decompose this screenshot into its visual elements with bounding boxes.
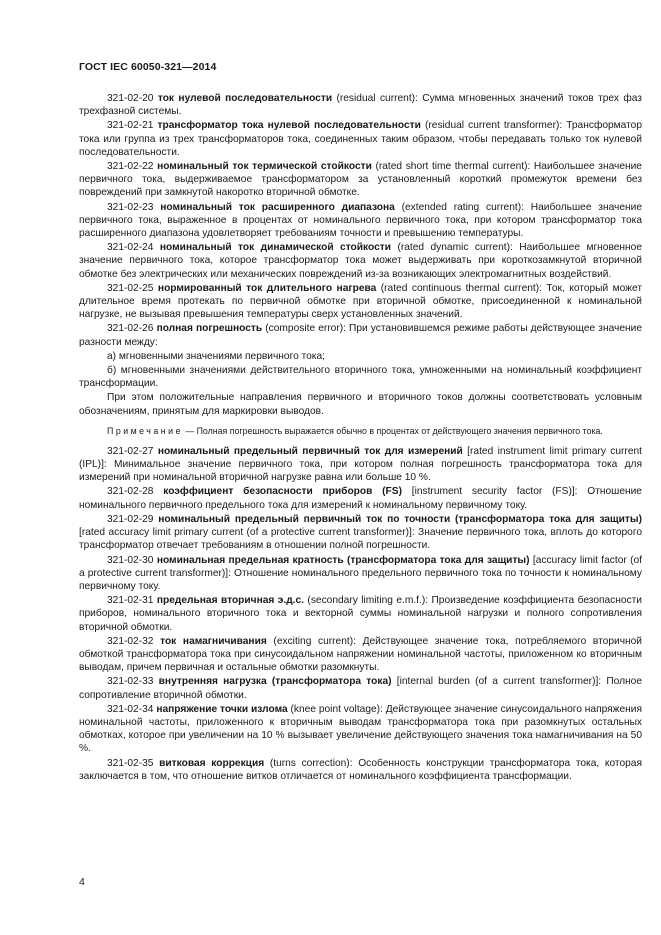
term-definition: [internal burden (of a current transformer)]: Полное сопротивление вторичной обмотки. [79,676,642,701]
term-entry [79,282,642,322]
term-definition: (composite error): При установившемся режиме работы действующее значение разности между: [79,323,642,348]
note-label: Примечание [107,425,183,436]
term-name: номинальный предельный первичный ток для измерений [157,445,463,457]
term-definition: (rated continuous thermal current): Ток, который может длительное время протекать по первичной обмотке при вторичной обмотке, присоединенной к номинальной нагрузке, не вызывая превышения температуры сверх установленных значений. [79,282,642,321]
term-name: ток нулевой последовательности [157,93,333,104]
term-number: 321-02-22 [107,161,154,173]
term-entry [79,201,642,241]
term-entry [79,119,642,159]
term-number: 321-02-35 [107,757,154,769]
term-name: напряжение точки излома [156,703,288,715]
term-number: 321-02-27 [107,445,154,457]
term-entry [79,485,642,511]
document-header: ГОСТ IEC 60050-321—2014 [79,61,217,73]
term-name: трансформатор тока нулевой последовательности [157,120,421,132]
term-number: 321-02-30 [107,554,154,566]
term-number: 321-02-28 [107,486,154,498]
term-name: номинальный ток расширенного диапазона [160,201,395,213]
term-definition: (extended rating current): Наибольшее значение первичного тока, выраженное в процентах от номинального первичного тока, при котором трансформатор тока расширенного диапазона удовлетворяет требованиям точности и превышению температуры. [79,201,642,240]
term-entry [79,675,642,701]
term-number: 321-02-23 [107,201,154,213]
term-entry [79,594,642,634]
term-definition: (knee point voltage): Действующее значение синусоидального напряжения номинальной частоты, приложенного к вторичным выводам трансформатора тока при разомкнутых остальных обмотках, которое при увеличении на 10 % вызывает увеличение действующего значения тока намагничивания на 50 %. [79,703,642,755]
term-number: 321-02-31 [107,595,154,607]
term-number: 321-02-25 [107,282,154,294]
term-entry [79,554,642,594]
term-entry [79,92,642,118]
document-body [79,92,642,784]
term-number: 321-02-21 [107,120,154,132]
term-name: номинальный ток динамической стойкости [159,242,392,254]
term-entry [79,322,642,348]
term-name: витковая коррекция [159,757,265,769]
term-number: 321-02-26 [107,323,154,335]
page-number: 4 [79,876,85,888]
term-entry [79,160,642,200]
term-name: полная погрешность [156,323,263,335]
note-text: — Полная погрешность выражается обычно в процентах от действующего значения первичного тока. [182,425,603,436]
term-entry [79,635,642,675]
term-entry [79,513,642,553]
term-definition: [accuracy limit factor (of a protective current transformer)]: Отношение номинального предельного первичного тока по точности к номинальному первичному току. [79,554,642,592]
term-entry [79,703,642,756]
term-number: 321-02-24 [107,242,154,254]
term-definition: [rated instrument limit primary current (IPL)]: Минимальное значение первичного тока, при котором полная погрешность трансформатора тока для измерений при номинальной вторичной нагрузке равна или больше 10 %. [79,445,642,484]
term-number: 321-02-34 [107,703,154,715]
term-entry [79,241,642,281]
term-entry [79,445,642,485]
term-number: 321-02-32 [107,635,154,647]
term-definition: (turns correction): Особенность конструкции трансформатора тока, которая заключается в том, что отношение витков отличается от номинального коэффициента трансформации. [79,757,642,782]
term-name: номинальный предельный первичный ток по точности (трансформатора тока для защиты) [158,513,642,525]
term-number: 321-02-29 [107,513,154,525]
term-definition: (rated short time thermal current): Наибольшее значение первичного тока, выдерживаемое трансформатором за установленный короткий промежуток времени без повреждений при замкнутой накоротко вторичной обмотке. [79,161,642,199]
term-name: номинальная предельная кратность (трансформатора тока для защиты) [156,554,530,566]
term-definition: (rated dynamic current): Наибольшее мгновенное значение первичного тока, которое трансформатор тока может выдерживать при короткозамкнутой вторичной обмотке без электрических или механических повреждений из-за возникающих электромагнитных воздействий. [79,242,643,280]
term-definition: (exciting current): Действующее значение тока, потребляемого вторичной обмоткой трансформатора тока при синусоидальном напряжении номинальной частоты, приложенном ко вторичным выводам, причем первичная и остальные обмотки разомкнуты. [79,635,642,674]
sign-convention-paragraph: При этом положительные направления первичного и вторичного токов должны соответствовать условным обозначениям, принятым для маркировки выводов. [79,392,642,417]
term-name: коэффициент безопасности приборов (FS) [163,486,402,498]
term-name: предельная вторичная э.д.с. [156,595,305,607]
term-definition: (residual current transformer): Трансформатор тока или группа из трех трансформаторов тока, соединенных таким образом, чтобы передавать только ток нулевой последовательности. [79,120,642,158]
term-definition: (residual current): Сумма мгновенных значений токов трех фаз трехфазной системы. [79,93,642,118]
term-number: 321-02-20 [107,93,154,104]
list-item: б) мгновенными значениями действительного вторичного тока, умноженными на номинальный коэффициент трансформации. [79,365,642,390]
list-item: а) мгновенными значениями первичного тока; [107,350,325,362]
term-entry [79,757,642,783]
term-name: внутренняя нагрузка (трансформатора тока) [158,676,392,688]
term-name: ток намагничивания [160,635,267,647]
term-definition: (secondary limiting e.m.f.): Произведение коэффициента безопасности приборов, номинального вторичного тока и векторной суммы номинальной нагрузки и полного сопротивления вторичной обмотки. [79,595,642,633]
term-definition: [instrument security factor (FS)]: Отношение номинального первичного предельного тока для измерений к номинальному первичному току. [79,486,642,511]
term-number: 321-02-33 [107,676,154,688]
term-definition: [rated accuracy limit primary current (of a protective current transformer)]: Значение первичного тока, вплоть до которого трансформатор отвечает требованиям в отношении полной погрешности. [79,527,642,552]
note [79,425,642,437]
term-name: номинальный ток термической стойкости [157,161,372,173]
term-name: нормированный ток длительного нагрева [157,282,377,294]
